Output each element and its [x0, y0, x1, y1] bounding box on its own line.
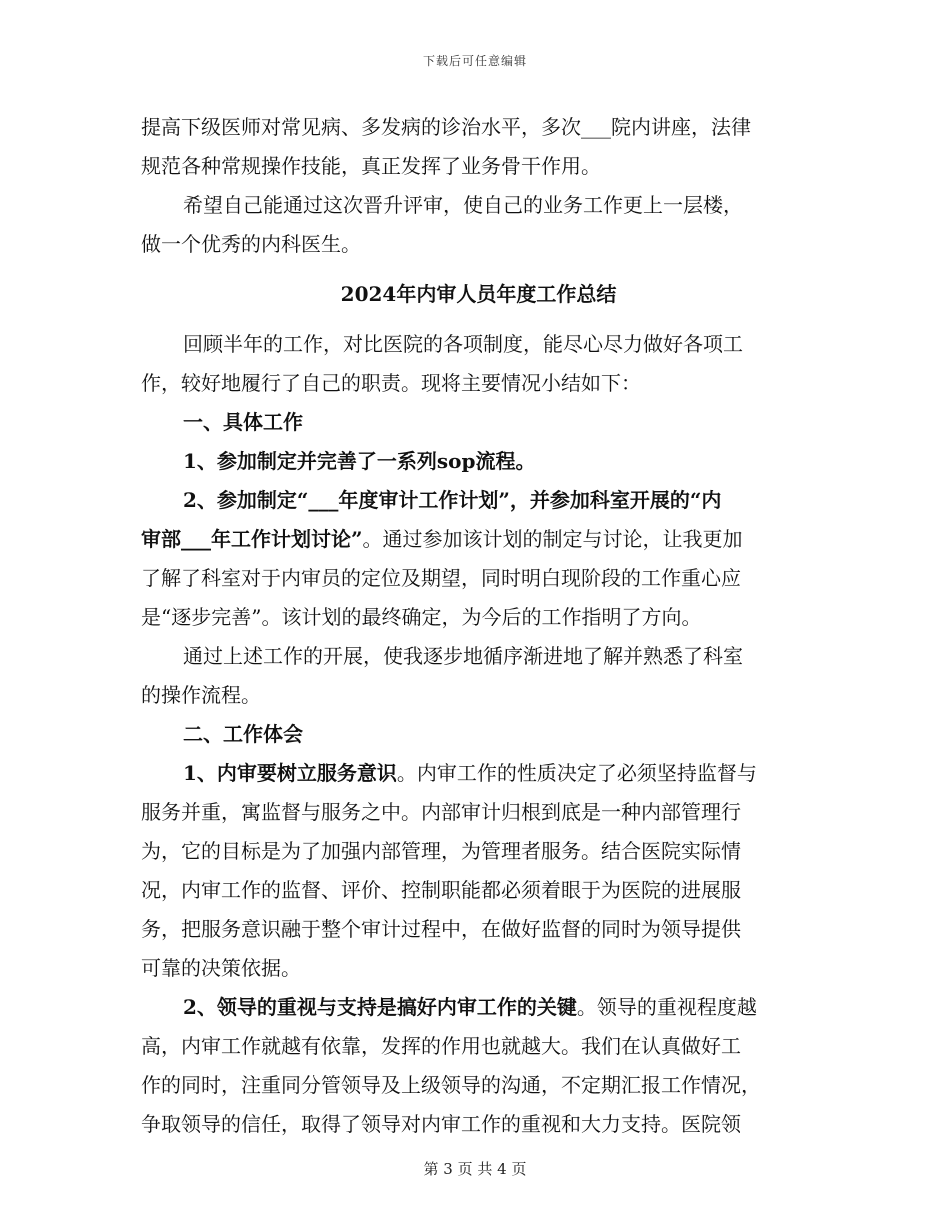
body-text: 。通过参加该计划的制定与讨论，让我更加 [362, 527, 743, 551]
page-header: 下载后可任意编辑 [422, 54, 527, 68]
body-line: 为，它的目标是为了加强内部管理，为管理者服务。结合医院实际情 [141, 839, 741, 863]
body-line [141, 520, 816, 559]
body-line: 可靠的决策依据。 [141, 956, 301, 980]
body-line: 希望自己能通过这次晋升评审，使自己的业务工作更上一层楼， [183, 193, 743, 217]
body-line: 高，内审工作就越有依靠，发挥的作用也就越大。我们在认真做好工 [141, 1034, 741, 1058]
body-line: 规范各种常规操作技能，真正发挥了业务骨干作用。 [141, 154, 601, 178]
document-body [141, 108, 816, 1144]
body-line: 提高下级医师对常见病、多发病的诊治水平，多次___院内讲座，法律 [141, 115, 751, 139]
bold-phrase: 审部___年工作计划讨论” [141, 527, 363, 551]
body-line: 的操作流程。 [141, 683, 261, 707]
body-line: 作的同时，注重同分管领导及上级领导的沟通，不定期汇报工作情况， [141, 1073, 761, 1097]
body-line: 服务并重，寓监督与服务之中。内部审计归根到底是一种内部管理行 [141, 800, 741, 824]
body-line [141, 754, 816, 793]
body-text: 。内审工作的性质决定了必须坚持监督与 [396, 761, 757, 785]
body-line: 做一个优秀的内科医生。 [141, 232, 361, 256]
body-line: 务，把服务意识融于整个审计过程中，在做好监督的同时为领导提供 [141, 917, 741, 941]
body-line: 是“逐步完善”。该计划的最终确定，为今后的工作指明了方向。 [141, 605, 702, 629]
list-item: 1、参加制定并完善了一系列sop流程。 [183, 449, 536, 473]
body-line: 争取领导的信任，取得了领导对内审工作的重视和大力支持。医院领 [141, 1112, 741, 1136]
body-line: 回顾半年的工作，对比医院的各项制度，能尽心尽力做好各项工 [183, 332, 743, 356]
body-line: 况，内审工作的监督、评价、控制职能都必须着眼于为医院的进展服 [141, 878, 741, 902]
bold-phrase: 2、领导的重视与支持是搞好内审工作的关键 [183, 995, 577, 1019]
body-line: 通过上述工作的开展，使我逐步地循序渐进地了解并熟悉了科室 [183, 644, 743, 668]
section-heading: 一、具体工作 [183, 410, 303, 434]
body-line [141, 988, 816, 1027]
body-line: 了解了科室对于内审员的定位及期望，同时明白现阶段的工作重心应 [141, 566, 741, 590]
document-title: 2024年内审人员年度工作总结 [340, 282, 617, 306]
page-footer: 第 3 页 共 4 页 [423, 1160, 527, 1178]
bold-phrase: 1、内审要树立服务意识 [183, 761, 397, 785]
body-line: 作，较好地履行了自己的职责。现将主要情况小结如下： [141, 371, 641, 395]
section-heading: 二、工作体会 [183, 722, 303, 746]
list-item: 2、参加制定“___年度审计工作计划”，并参加科室开展的“内 [183, 488, 722, 512]
body-text: 。领导的重视程度越 [576, 995, 757, 1019]
